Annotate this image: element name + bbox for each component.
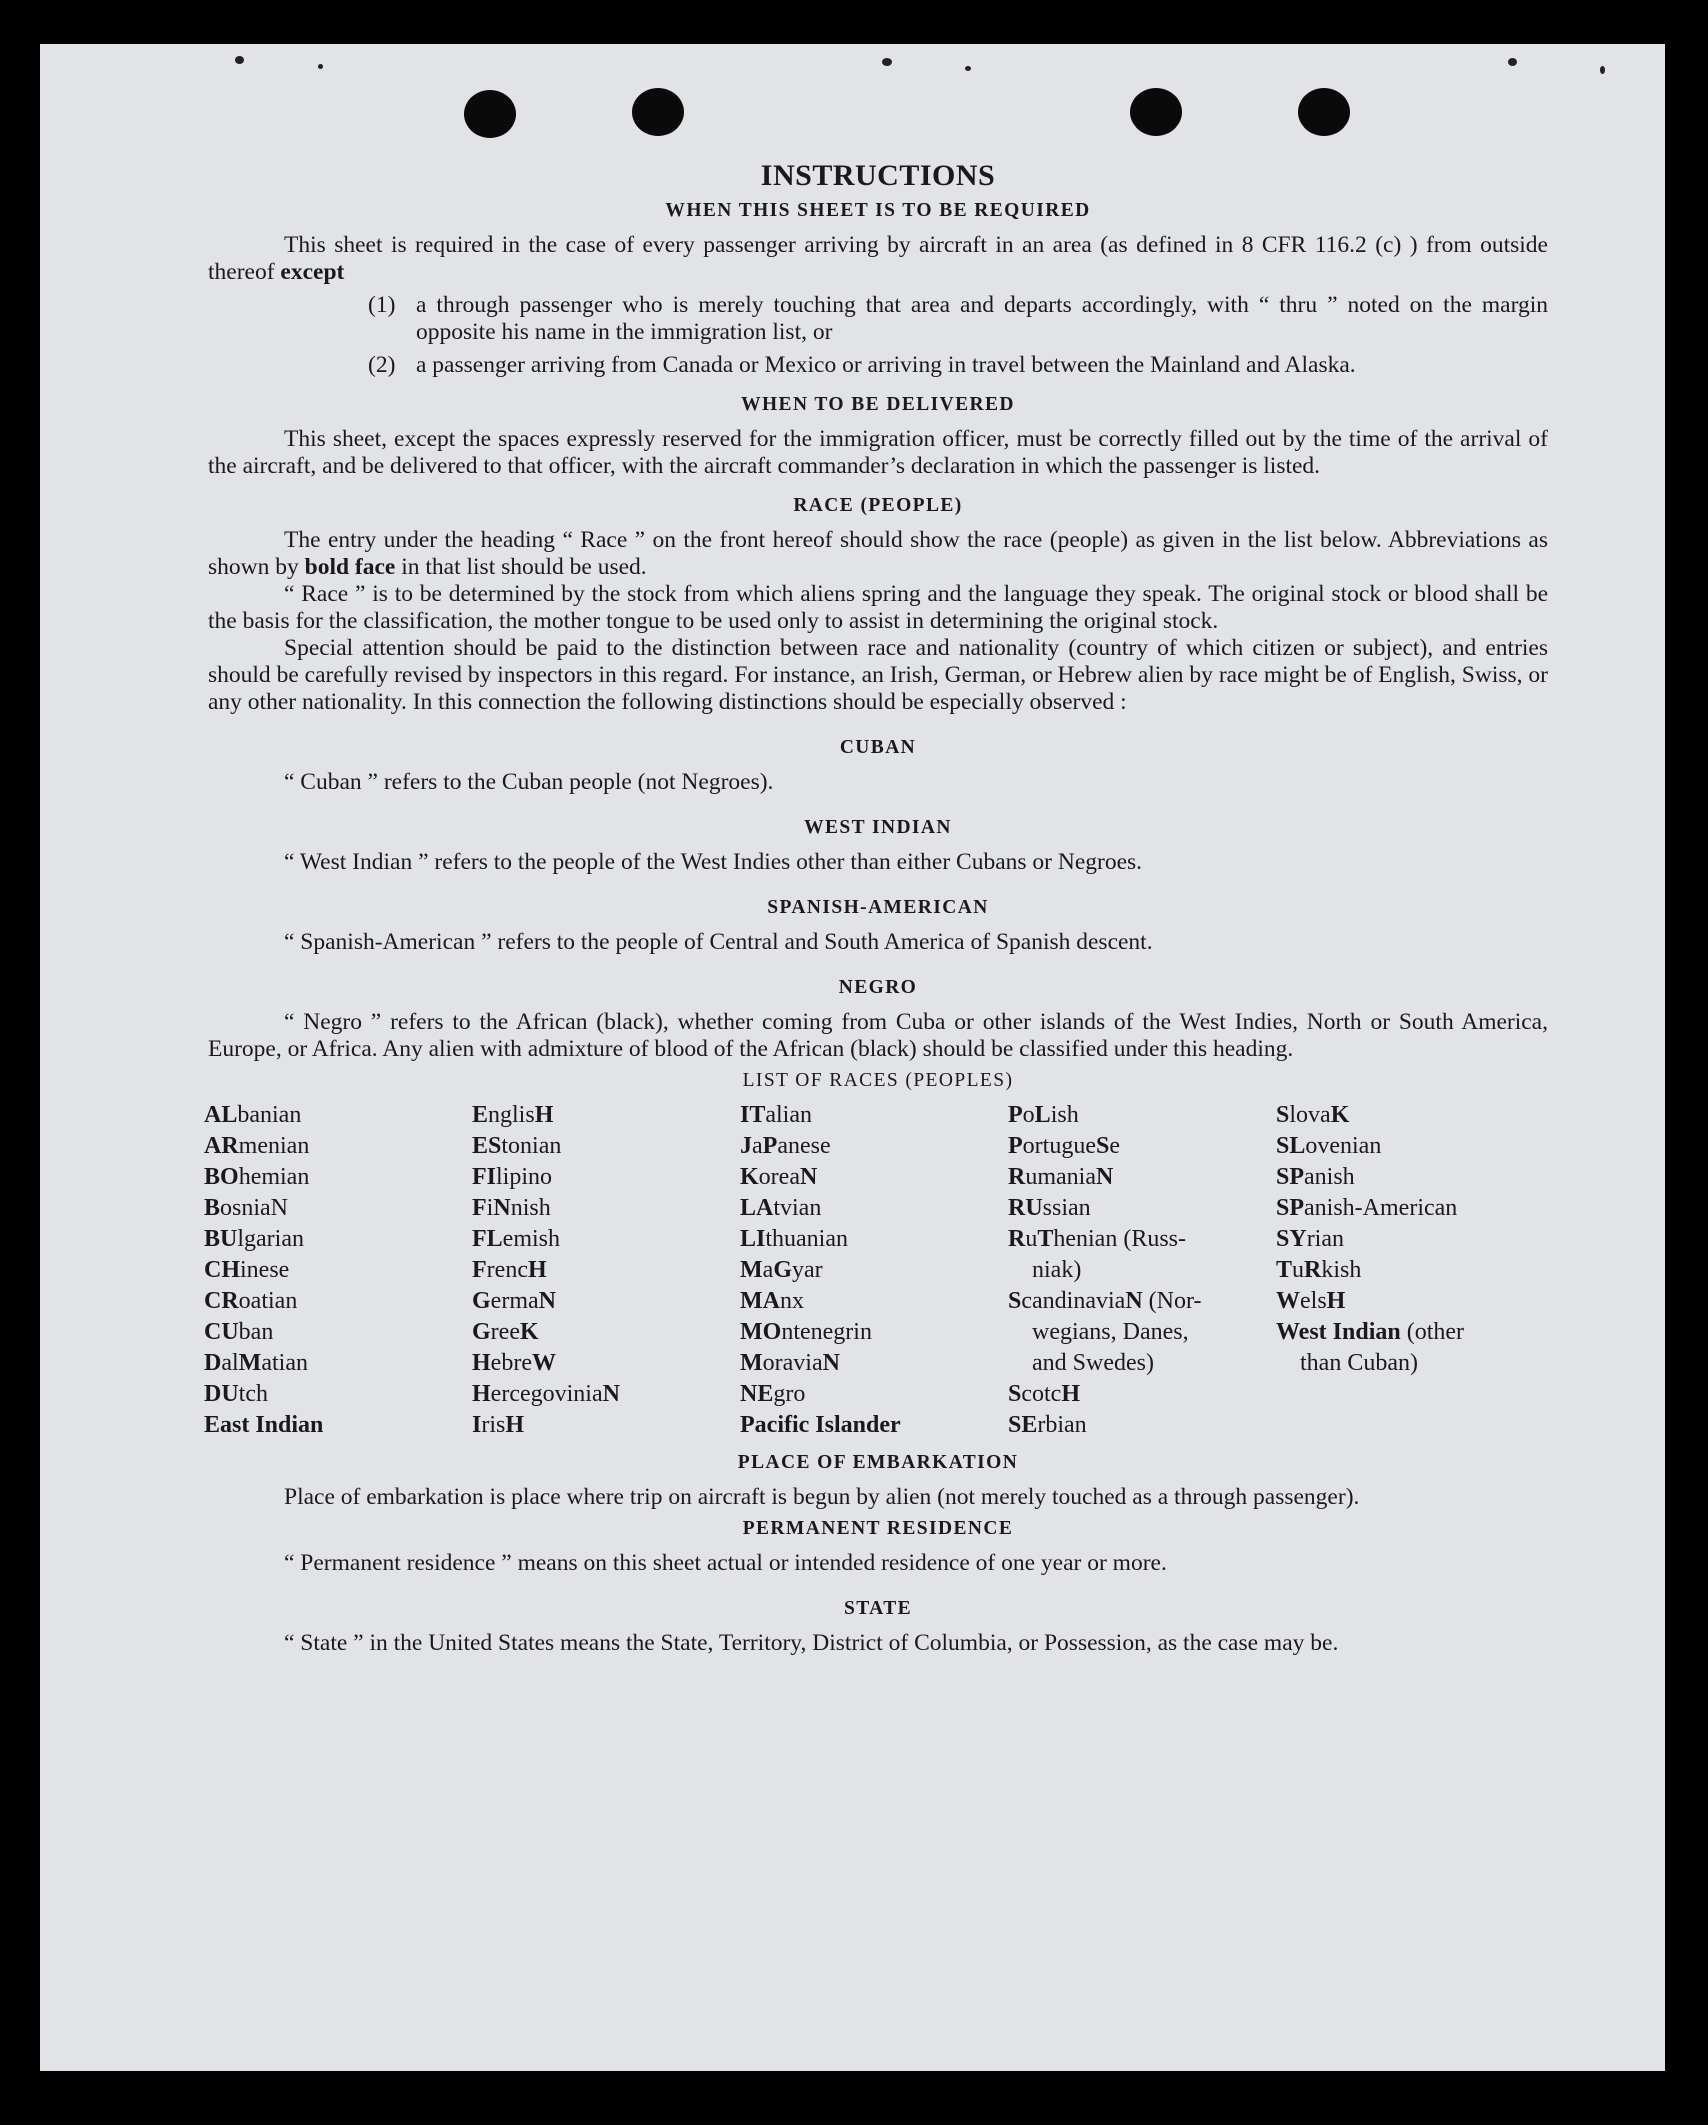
punch-hole — [1130, 88, 1182, 136]
race-entry: ITalian — [740, 1102, 812, 1128]
cuban-text: “ Cuban ” refers to the Cuban people (not Negroes). — [284, 769, 774, 795]
race-entry: RuThenian (Russ- — [1008, 1226, 1187, 1252]
section-heading-when-required: WHEN THIS SHEET IS TO BE REQUIRED — [665, 200, 1091, 221]
when-delivered-text: This sheet, except the spaces expressly reserved for the immigration officer, must be correctly filled out by the time of the arrival of the aircraft, and be delivered to that officer, with the aircraft commander’s declaration in which the passenger is listed. — [208, 426, 1548, 479]
spanish-american-text: “ Spanish-American ” refers to the people of Central and South America of Spanish descent. — [284, 929, 1153, 955]
speck — [318, 64, 323, 69]
speck — [965, 66, 971, 71]
races-column — [1276, 1100, 1544, 1441]
section-heading-embarkation: PLACE OF EMBARKATION — [737, 1452, 1019, 1473]
race-entry: EStonian — [472, 1133, 562, 1159]
race-entry: BOhemian — [204, 1164, 310, 1190]
exception-item-1: (1) a through passenger who is merely touching that area and departs accordingly, with “ thru ” noted on the margin opposite his name in the immigration list, or — [368, 292, 1548, 345]
race-entry: JaPanese — [740, 1133, 831, 1159]
race-entry: RumaniaN — [1008, 1164, 1114, 1190]
state-text: “ State ” in the United States means the State, Territory, District of Columbia, or Possession, as the case may be. — [284, 1630, 1339, 1656]
race-entry: GreeK — [472, 1319, 539, 1345]
race-entry: TuRkish — [1276, 1257, 1362, 1283]
race-entry: SYrian — [1276, 1226, 1344, 1252]
race-entry: LIthuanian — [740, 1226, 848, 1252]
section-heading-spanish-american: SPANISH-AMERICAN — [767, 897, 989, 918]
document-page — [40, 44, 1665, 2071]
race-entry: FIlipino — [472, 1164, 553, 1190]
races-table — [204, 1100, 1548, 1441]
race-entry: DalMatian — [204, 1350, 308, 1376]
west-indian-text: “ West Indian ” refers to the people of the West Indies other than either Cubans or Negroes. — [284, 849, 1143, 875]
race-entry: wegians, Danes, — [1032, 1319, 1189, 1345]
list-of-races-heading: LIST OF RACES (PEOPLES) — [742, 1070, 1014, 1091]
section-heading-race: RACE (PEOPLE) — [793, 495, 963, 516]
speck — [1508, 58, 1517, 66]
page-title: INSTRUCTIONS — [760, 159, 996, 192]
when-required-intro: This sheet is required in the case of every passenger arriving by aircraft in an area (as defined in 8 CFR 116.2 (c) ) from outside thereof except — [208, 232, 1548, 285]
race-entry: NEgro — [740, 1381, 806, 1407]
race-entry: SLovenian — [1276, 1133, 1382, 1159]
races-column — [740, 1100, 1008, 1441]
race-entry: DUtch — [204, 1381, 268, 1407]
race-entry: than Cuban) — [1300, 1350, 1418, 1376]
race-entry: FiNnish — [472, 1195, 551, 1221]
exception-item-2: (2) a passenger arriving from Canada or Mexico or arriving in travel between the Mainland and Alaska. — [368, 352, 1356, 378]
section-heading-when-delivered: WHEN TO BE DELIVERED — [741, 394, 1015, 415]
race-entry: ScotcH — [1008, 1381, 1081, 1407]
speck — [235, 56, 244, 64]
race-entry: CHinese — [204, 1257, 290, 1283]
speck — [882, 58, 892, 66]
section-heading-permanent-residence: PERMANENT RESIDENCE — [742, 1518, 1014, 1539]
race-entry: HercegoviniaN — [472, 1381, 620, 1407]
race-entry: LAtvian — [740, 1195, 822, 1221]
section-heading-state: STATE — [843, 1598, 913, 1619]
race-entry: KoreaN — [740, 1164, 818, 1190]
negro-text: “ Negro ” refers to the African (black), whether coming from Cuba or other islands of the West Indies, North or South America, Europe, or Africa. Any alien with admixture of blood of the African (black) should be classified under this heading. — [208, 1009, 1548, 1062]
speck — [1600, 66, 1605, 74]
race-entry: CUban — [204, 1319, 274, 1345]
race-entry: BosniaN — [204, 1195, 289, 1221]
race-entry: MoraviaN — [740, 1350, 840, 1376]
race-entry: CRoatian — [204, 1288, 298, 1314]
race-entry: West Indian (other — [1276, 1319, 1465, 1345]
race-entry: MaGyar — [740, 1257, 823, 1283]
races-column — [472, 1100, 740, 1441]
race-entry: GermaN — [472, 1288, 556, 1314]
punch-hole — [1298, 88, 1350, 136]
race-entry: SErbian — [1008, 1412, 1087, 1438]
race-entry: ALbanian — [204, 1102, 302, 1128]
race-entry: FLemish — [472, 1226, 560, 1252]
punch-hole — [464, 90, 516, 138]
race-entry: HebreW — [472, 1350, 556, 1376]
race-entry: SPanish — [1276, 1164, 1355, 1190]
race-entry: Pacific Islander — [740, 1412, 901, 1438]
race-entry: ARmenian — [204, 1133, 310, 1159]
races-column — [1008, 1100, 1276, 1441]
race-entry: PoLish — [1008, 1102, 1079, 1128]
race-entry: niak) — [1032, 1257, 1082, 1283]
permanent-residence-text: “ Permanent residence ” means on this sheet actual or intended residence of one year or more. — [284, 1550, 1167, 1576]
race-paragraph-3: Special attention should be paid to the distinction between race and nationality (country of which citizen or subject), and entries should be carefully revised by inspectors in this regard. For instance, an Irish, German, or Hebrew alien by race might be of English, Swiss, or any other nationality. In this connection the following distinctions should be especially observed : — [208, 635, 1548, 715]
race-paragraph-2: “ Race ” is to be determined by the stock from which aliens spring and the language they speak. The original stock or blood shall be the basis for the classification, the mother tongue to be used only to assist in determining the original stock. — [208, 581, 1548, 634]
embarkation-text: Place of embarkation is place where trip on aircraft is begun by alien (not merely touched as a through passenger). — [284, 1484, 1360, 1510]
race-entry: SPanish-American — [1276, 1195, 1458, 1221]
instructions-content — [204, 159, 1548, 1657]
race-entry: and Swedes) — [1032, 1350, 1154, 1376]
race-entry: MOntenegrin — [740, 1319, 872, 1345]
punch-hole — [632, 88, 684, 136]
races-column — [204, 1100, 472, 1441]
race-entry: ScandinaviaN (Nor- — [1008, 1288, 1202, 1314]
race-paragraph-1: The entry under the heading “ Race ” on the front hereof should show the race (people) as given in the list below. Abbreviations as shown by bold face in that list should be used. — [208, 527, 1548, 580]
race-entry: East Indian — [204, 1412, 324, 1438]
race-entry: SlovaK — [1276, 1102, 1350, 1128]
race-entry: PortugueSe — [1008, 1133, 1120, 1159]
race-entry: RUssian — [1008, 1195, 1091, 1221]
race-entry: IrisH — [472, 1412, 525, 1438]
section-heading-negro: NEGRO — [838, 977, 918, 998]
race-entry: EnglisH — [472, 1102, 554, 1128]
section-heading-cuban: CUBAN — [839, 737, 917, 758]
race-entry: MAnx — [740, 1288, 804, 1314]
race-entry: WelsH — [1276, 1288, 1346, 1314]
race-entry: BUlgarian — [204, 1226, 304, 1252]
race-entry: FrencH — [472, 1257, 547, 1283]
section-heading-west-indian: WEST INDIAN — [804, 817, 952, 838]
